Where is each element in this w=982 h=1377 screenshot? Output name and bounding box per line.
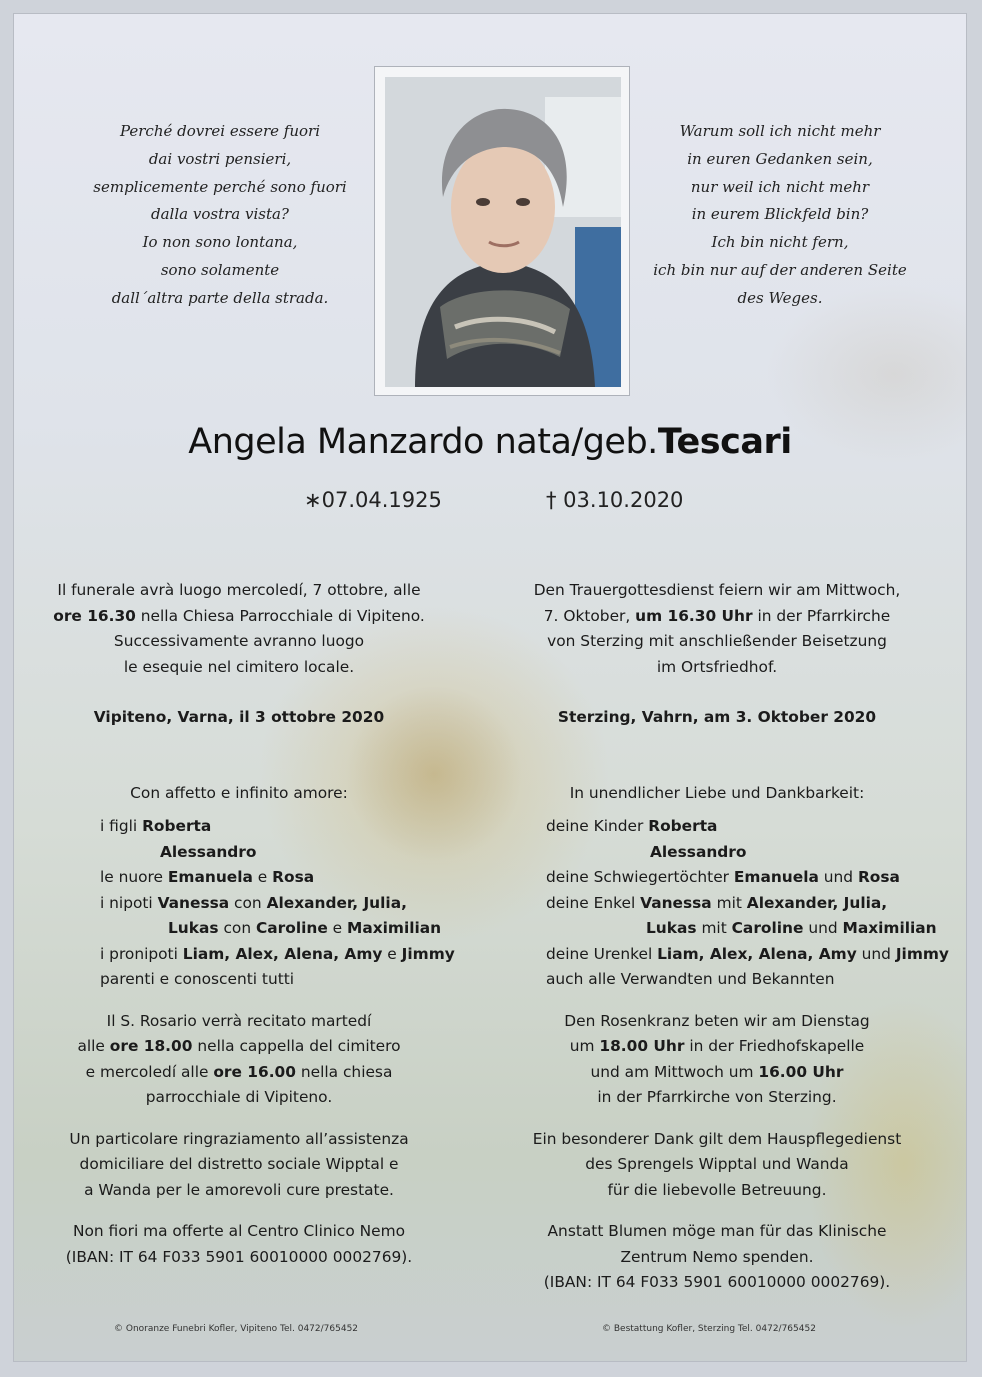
family-list — [24, 814, 454, 993]
text: e — [382, 944, 402, 963]
poem-line: dalla vostra vista? — [151, 205, 289, 224]
text: im Ortsfriedhof. — [656, 657, 778, 676]
text: für die liebevolle Betreuung. — [607, 1180, 827, 1199]
text-line — [24, 629, 454, 655]
nata-geb-label: nata/geb. — [494, 422, 658, 462]
portrait-frame — [374, 66, 630, 396]
deceased-name — [14, 422, 966, 462]
footer-credit-italian: © Onoranze Funebri Kofler, Vipiteno Tel. 0472/765452 — [114, 1324, 359, 1334]
text-line — [24, 1085, 454, 1111]
bold-text: Jimmy — [895, 944, 949, 963]
family-line — [24, 814, 454, 840]
poem-line: dai vostri pensieri, — [148, 149, 292, 168]
text: (IBAN: IT 64 F033 5901 60010000 0002769). — [543, 1273, 891, 1291]
text: des Sprengels Wipptal und Wanda — [585, 1155, 849, 1173]
poem-line: Warum soll ich nicht mehr — [679, 122, 881, 140]
obituary-page — [14, 14, 966, 1361]
poem-line: des Weges. — [737, 288, 823, 307]
maiden-name: Tescari — [657, 422, 792, 462]
thanks-text — [24, 1127, 454, 1204]
family-line — [502, 865, 932, 891]
german-column — [502, 578, 949, 1296]
bold-text: Jimmy — [401, 944, 455, 963]
text: Anstatt Blumen möge man für das Klinische — [547, 1222, 887, 1240]
funeral-text — [24, 578, 454, 680]
family-line — [24, 916, 454, 942]
text-line — [24, 1009, 454, 1035]
text-line — [502, 1009, 932, 1035]
family-line — [24, 891, 454, 917]
text: Ein besonderer Dank gilt dem Hauspflegedienst — [532, 1129, 902, 1148]
place-date: Sterzing, Vahrn, am 3. Oktober 2020 — [557, 708, 877, 726]
text: Il funerale avrà luogo mercoledí, 7 ottobre, alle — [57, 581, 421, 599]
bold-text: Lukas — [646, 919, 697, 937]
family-line — [502, 840, 932, 866]
thanks-text — [502, 1127, 932, 1204]
bold-text: Liam, Alex, Alena, Amy — [657, 944, 857, 963]
birth-date: ∗07.04.1925 — [304, 488, 442, 512]
text-line — [502, 1245, 932, 1271]
text-line — [24, 1152, 454, 1178]
text: Non fiori ma offerte al Centro Clinico Nemo — [72, 1222, 406, 1240]
family-list — [502, 814, 949, 993]
text-line — [502, 1152, 932, 1178]
text-line — [502, 1127, 932, 1153]
text: und — [856, 944, 896, 963]
text-line — [24, 1127, 454, 1153]
family-line — [502, 814, 932, 840]
family-line — [24, 942, 454, 968]
bold-text: Maximilian — [842, 919, 937, 937]
donation-text — [24, 1219, 454, 1270]
bold-text: Lukas — [168, 919, 219, 937]
funeral-text — [502, 578, 932, 680]
text: i pronipoti — [100, 944, 183, 963]
text: mit — [696, 919, 732, 937]
text: von Sterzing mit anschließender Beisetzung — [547, 632, 887, 650]
text-line — [502, 1034, 932, 1060]
family-line — [502, 891, 932, 917]
text-line — [502, 1178, 932, 1204]
text: Zentrum Nemo spenden. — [620, 1247, 814, 1266]
text-line — [24, 1034, 454, 1060]
bold-text: Vanessa — [640, 893, 712, 912]
text: (IBAN: IT 64 F033 5901 60010000 0002769). — [65, 1247, 413, 1266]
text-line — [502, 578, 932, 604]
text: nella Chiesa Parrocchiale di Vipiteno. — [135, 606, 425, 625]
poem-line: ich bin nur auf der anderen Seite — [653, 260, 907, 279]
poem-line: Io non sono lontana, — [142, 233, 298, 252]
poem-german — [630, 118, 930, 313]
donation-text — [502, 1219, 932, 1296]
place-date: Vipiteno, Varna, il 3 ottobre 2020 — [93, 708, 385, 726]
text-line — [502, 655, 932, 681]
text: deine Enkel — [546, 893, 641, 912]
footer-credit-german: © Bestattung Kofler, Sterzing Tel. 0472/765452 — [602, 1324, 816, 1334]
text-line — [24, 578, 454, 604]
bold-text: Rosa — [272, 868, 315, 886]
text: und — [803, 919, 843, 937]
text-line — [24, 1245, 454, 1271]
text: con — [218, 919, 256, 937]
bold-text: Emanuela — [167, 868, 253, 886]
text: mit — [711, 893, 747, 912]
text: nella cappella del cimitero — [192, 1037, 401, 1055]
bold-text: Emanuela — [733, 868, 819, 886]
bold-text: Alessandro — [650, 842, 747, 861]
family-line — [24, 967, 454, 993]
text: alle — [77, 1037, 110, 1055]
text-line — [24, 1178, 454, 1204]
text-line — [502, 629, 932, 655]
bold-text: Liam, Alex, Alena, Amy — [182, 944, 383, 963]
bold-text: Rosa — [857, 868, 900, 886]
text: Den Rosenkranz beten wir am Dienstag — [564, 1011, 870, 1030]
family-line — [502, 916, 937, 942]
rosary-text — [502, 1009, 932, 1111]
bold-text: Caroline — [255, 919, 328, 937]
text: in der Pfarrkirche — [752, 606, 891, 625]
text: a Wanda per le amorevoli cure prestate. — [84, 1180, 394, 1199]
text-line — [24, 604, 454, 630]
death-date: † 03.10.2020 — [546, 488, 684, 512]
text: con — [229, 893, 267, 912]
text: e — [252, 868, 273, 886]
text: le nuore — [100, 868, 168, 886]
poem-italian — [70, 118, 370, 313]
bold-text: Roberta — [142, 817, 212, 835]
bold-text: Caroline — [731, 919, 804, 937]
bold-text: Maximilian — [347, 919, 442, 937]
text: und — [818, 868, 858, 886]
text-line — [24, 1219, 454, 1245]
poem-line: semplicemente perché sono fuori — [93, 177, 347, 196]
family-intro: Con affetto e infinito amore: — [130, 783, 348, 802]
bold-text: 16.00 Uhr — [758, 1062, 844, 1081]
rosary-text — [24, 1009, 454, 1111]
text: auch alle Verwandten und Bekannten — [546, 970, 835, 988]
text: um — [569, 1037, 600, 1055]
text: domiciliare del distretto sociale Wipptal e — [79, 1155, 399, 1173]
text: Den Trauergottesdienst feiern wir am Mittwoch, — [533, 581, 901, 599]
poem-line: dall´altra parte della strada. — [111, 288, 329, 307]
text: deine Urenkel — [546, 944, 658, 963]
text: in der Pfarrkirche von Sterzing. — [597, 1088, 837, 1106]
bold-text: Alexander, Julia, — [746, 893, 888, 912]
family-intro: In unendlicher Liebe und Dankbarkeit: — [569, 783, 865, 802]
bold-text: Vanessa — [157, 893, 230, 912]
text: Successivamente avranno luogo — [113, 632, 365, 650]
poem-line: in euren Gedanken sein, — [687, 149, 873, 168]
bold-text: um 16.30 Uhr — [635, 606, 753, 625]
bold-text: 18.00 Uhr — [599, 1037, 685, 1055]
poem-line: nur weil ich nicht mehr — [690, 177, 870, 196]
poem-line: Perché dovrei essere fuori — [119, 122, 321, 140]
portrait-illustration — [385, 77, 621, 387]
bold-text: ore 16.00 — [213, 1062, 296, 1081]
text-line — [24, 1060, 454, 1086]
family-line — [24, 840, 454, 866]
text: in der Friedhofskapelle — [684, 1037, 865, 1055]
text: deine Schwiegertöchter — [546, 868, 734, 886]
text: nella chiesa — [295, 1062, 393, 1081]
family-line — [24, 865, 454, 891]
text-line — [502, 1085, 932, 1111]
text: e — [327, 919, 348, 937]
text: deine Kinder — [546, 817, 649, 835]
text: le esequie nel cimitero locale. — [123, 657, 355, 676]
text-line — [24, 655, 454, 681]
text: parrocchiale di Vipiteno. — [145, 1088, 333, 1106]
text: e mercoledí alle — [85, 1062, 214, 1081]
poem-line: in eurem Blickfeld bin? — [691, 205, 869, 224]
portrait-photo — [385, 77, 621, 387]
deceased-first-last-name: Angela Manzardo — [188, 422, 484, 462]
text-line — [502, 1270, 932, 1296]
text: i nipoti — [100, 893, 158, 912]
text: 7. Oktober, — [543, 606, 636, 625]
text: Il S. Rosario verrà recitato martedí — [106, 1011, 372, 1030]
text-line — [502, 1060, 932, 1086]
text: und am Mittwoch um — [590, 1062, 759, 1081]
bold-text: Alexander, Julia, — [266, 893, 407, 912]
bold-text: ore 18.00 — [109, 1037, 193, 1055]
bold-text: Alessandro — [160, 842, 257, 861]
poem-line: sono solamente — [160, 260, 280, 279]
text: Un particolare ringraziamento all’assistenza — [69, 1129, 409, 1148]
bold-text: ore 16.30 — [53, 606, 136, 625]
text-line — [502, 1219, 932, 1245]
family-line — [502, 967, 932, 993]
text-line — [502, 604, 932, 630]
family-line — [502, 942, 949, 968]
poem-line: Ich bin nicht fern, — [711, 233, 849, 252]
bold-text: Roberta — [648, 817, 718, 835]
text: parenti e conoscenti tutti — [100, 970, 295, 988]
text: i figli — [100, 817, 143, 835]
italian-column — [24, 578, 454, 1270]
